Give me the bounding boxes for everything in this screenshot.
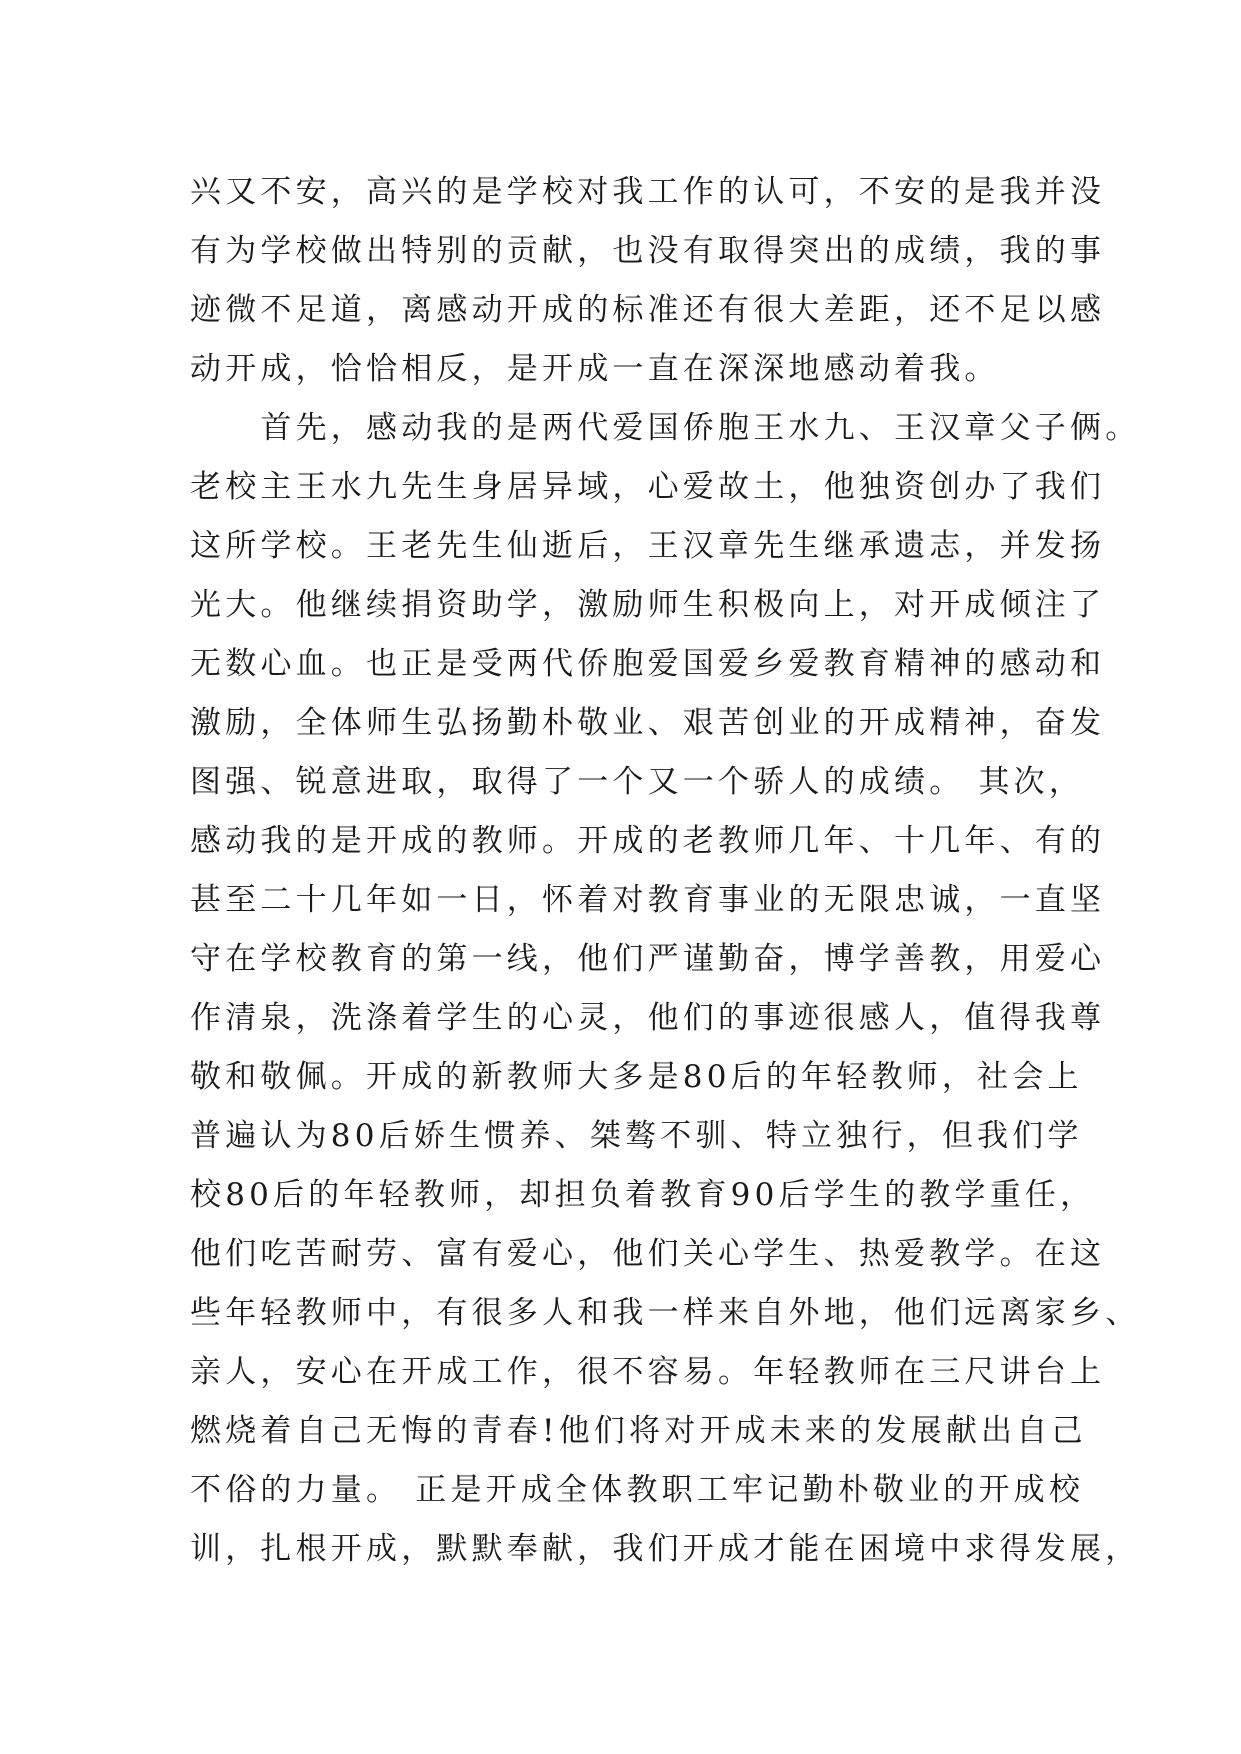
text-line: 图强、锐意进取，取得了一个又一个骄人的成绩。 其次， bbox=[190, 764, 1085, 800]
text-line: 亲人，安心在开成工作，很不容易。年轻教师在三尺讲台上 bbox=[190, 1354, 1106, 1390]
text-line: 他们吃苦耐劳、富有爱心，他们关心学生、热爱教学。在这 bbox=[190, 1236, 1106, 1272]
text-line: 迹微不足道，离感动开成的标准还有很大差距，还不足以感 bbox=[190, 292, 1106, 328]
text-line: 光大。他继续捐资助学，激励师生积极向上，对开成倾注了 bbox=[190, 587, 1106, 623]
body-text bbox=[190, 163, 1141, 1579]
text-line: 甚至二十几年如一日，怀着对教育事业的无限忠诚，一直坚 bbox=[190, 882, 1106, 918]
text-line: 校80后的年轻教师，却担负着教育90后学生的教学重任， bbox=[190, 1177, 1096, 1213]
text-line: 感动我的是开成的教师。开成的老教师几年、十几年、有的 bbox=[190, 823, 1106, 859]
text-line: 训，扎根开成，默默奉献，我们开成才能在困境中求得发展， bbox=[190, 1531, 1141, 1567]
text-line: 些年轻教师中，有很多人和我一样来自外地，他们远离家乡、 bbox=[190, 1295, 1141, 1331]
text-line: 激励，全体师生弘扬勤朴敬业、艰苦创业的开成精神，奋发 bbox=[190, 705, 1106, 741]
text-line: 敬和敬佩。开成的新教师大多是80后的年轻教师，社会上 bbox=[190, 1059, 1083, 1095]
text-line: 作清泉，洗涤着学生的心灵，他们的事迹很感人，值得我尊 bbox=[190, 1000, 1106, 1036]
text-line: 守在学校教育的第一线，他们严谨勤奋，博学善教，用爱心 bbox=[190, 941, 1106, 977]
text-line: 兴又不安，高兴的是学校对我工作的认可，不安的是我并没 bbox=[190, 174, 1106, 210]
text-line: 不俗的力量。 正是开成全体教职工牢记勤朴敬业的开成校 bbox=[190, 1472, 1085, 1508]
text-line: 无数心血。也正是受两代侨胞爱国爱乡爱教育精神的感动和 bbox=[190, 646, 1106, 682]
text-line: 首先，感动我的是两代爱国侨胞王水九、王汉章父子俩。 bbox=[190, 410, 1141, 446]
text-line: 动开成，恰恰相反，是开成一直在深深地感动着我。 bbox=[190, 351, 1000, 387]
text-line: 老校主王水九先生身居异域，心爱故土，他独资创办了我们 bbox=[190, 469, 1106, 505]
text-line: 普遍认为80后娇生惯养、桀骜不驯、特立独行，但我们学 bbox=[190, 1118, 1083, 1154]
text-line: 这所学校。王老先生仙逝后，王汉章先生继承遗志，并发扬 bbox=[190, 528, 1106, 564]
text-line: 有为学校做出特别的贡献，也没有取得突出的成绩，我的事 bbox=[190, 233, 1106, 269]
text-line: 燃烧着自己无悔的青春!他们将对开成未来的发展献出自己 bbox=[190, 1413, 1087, 1449]
